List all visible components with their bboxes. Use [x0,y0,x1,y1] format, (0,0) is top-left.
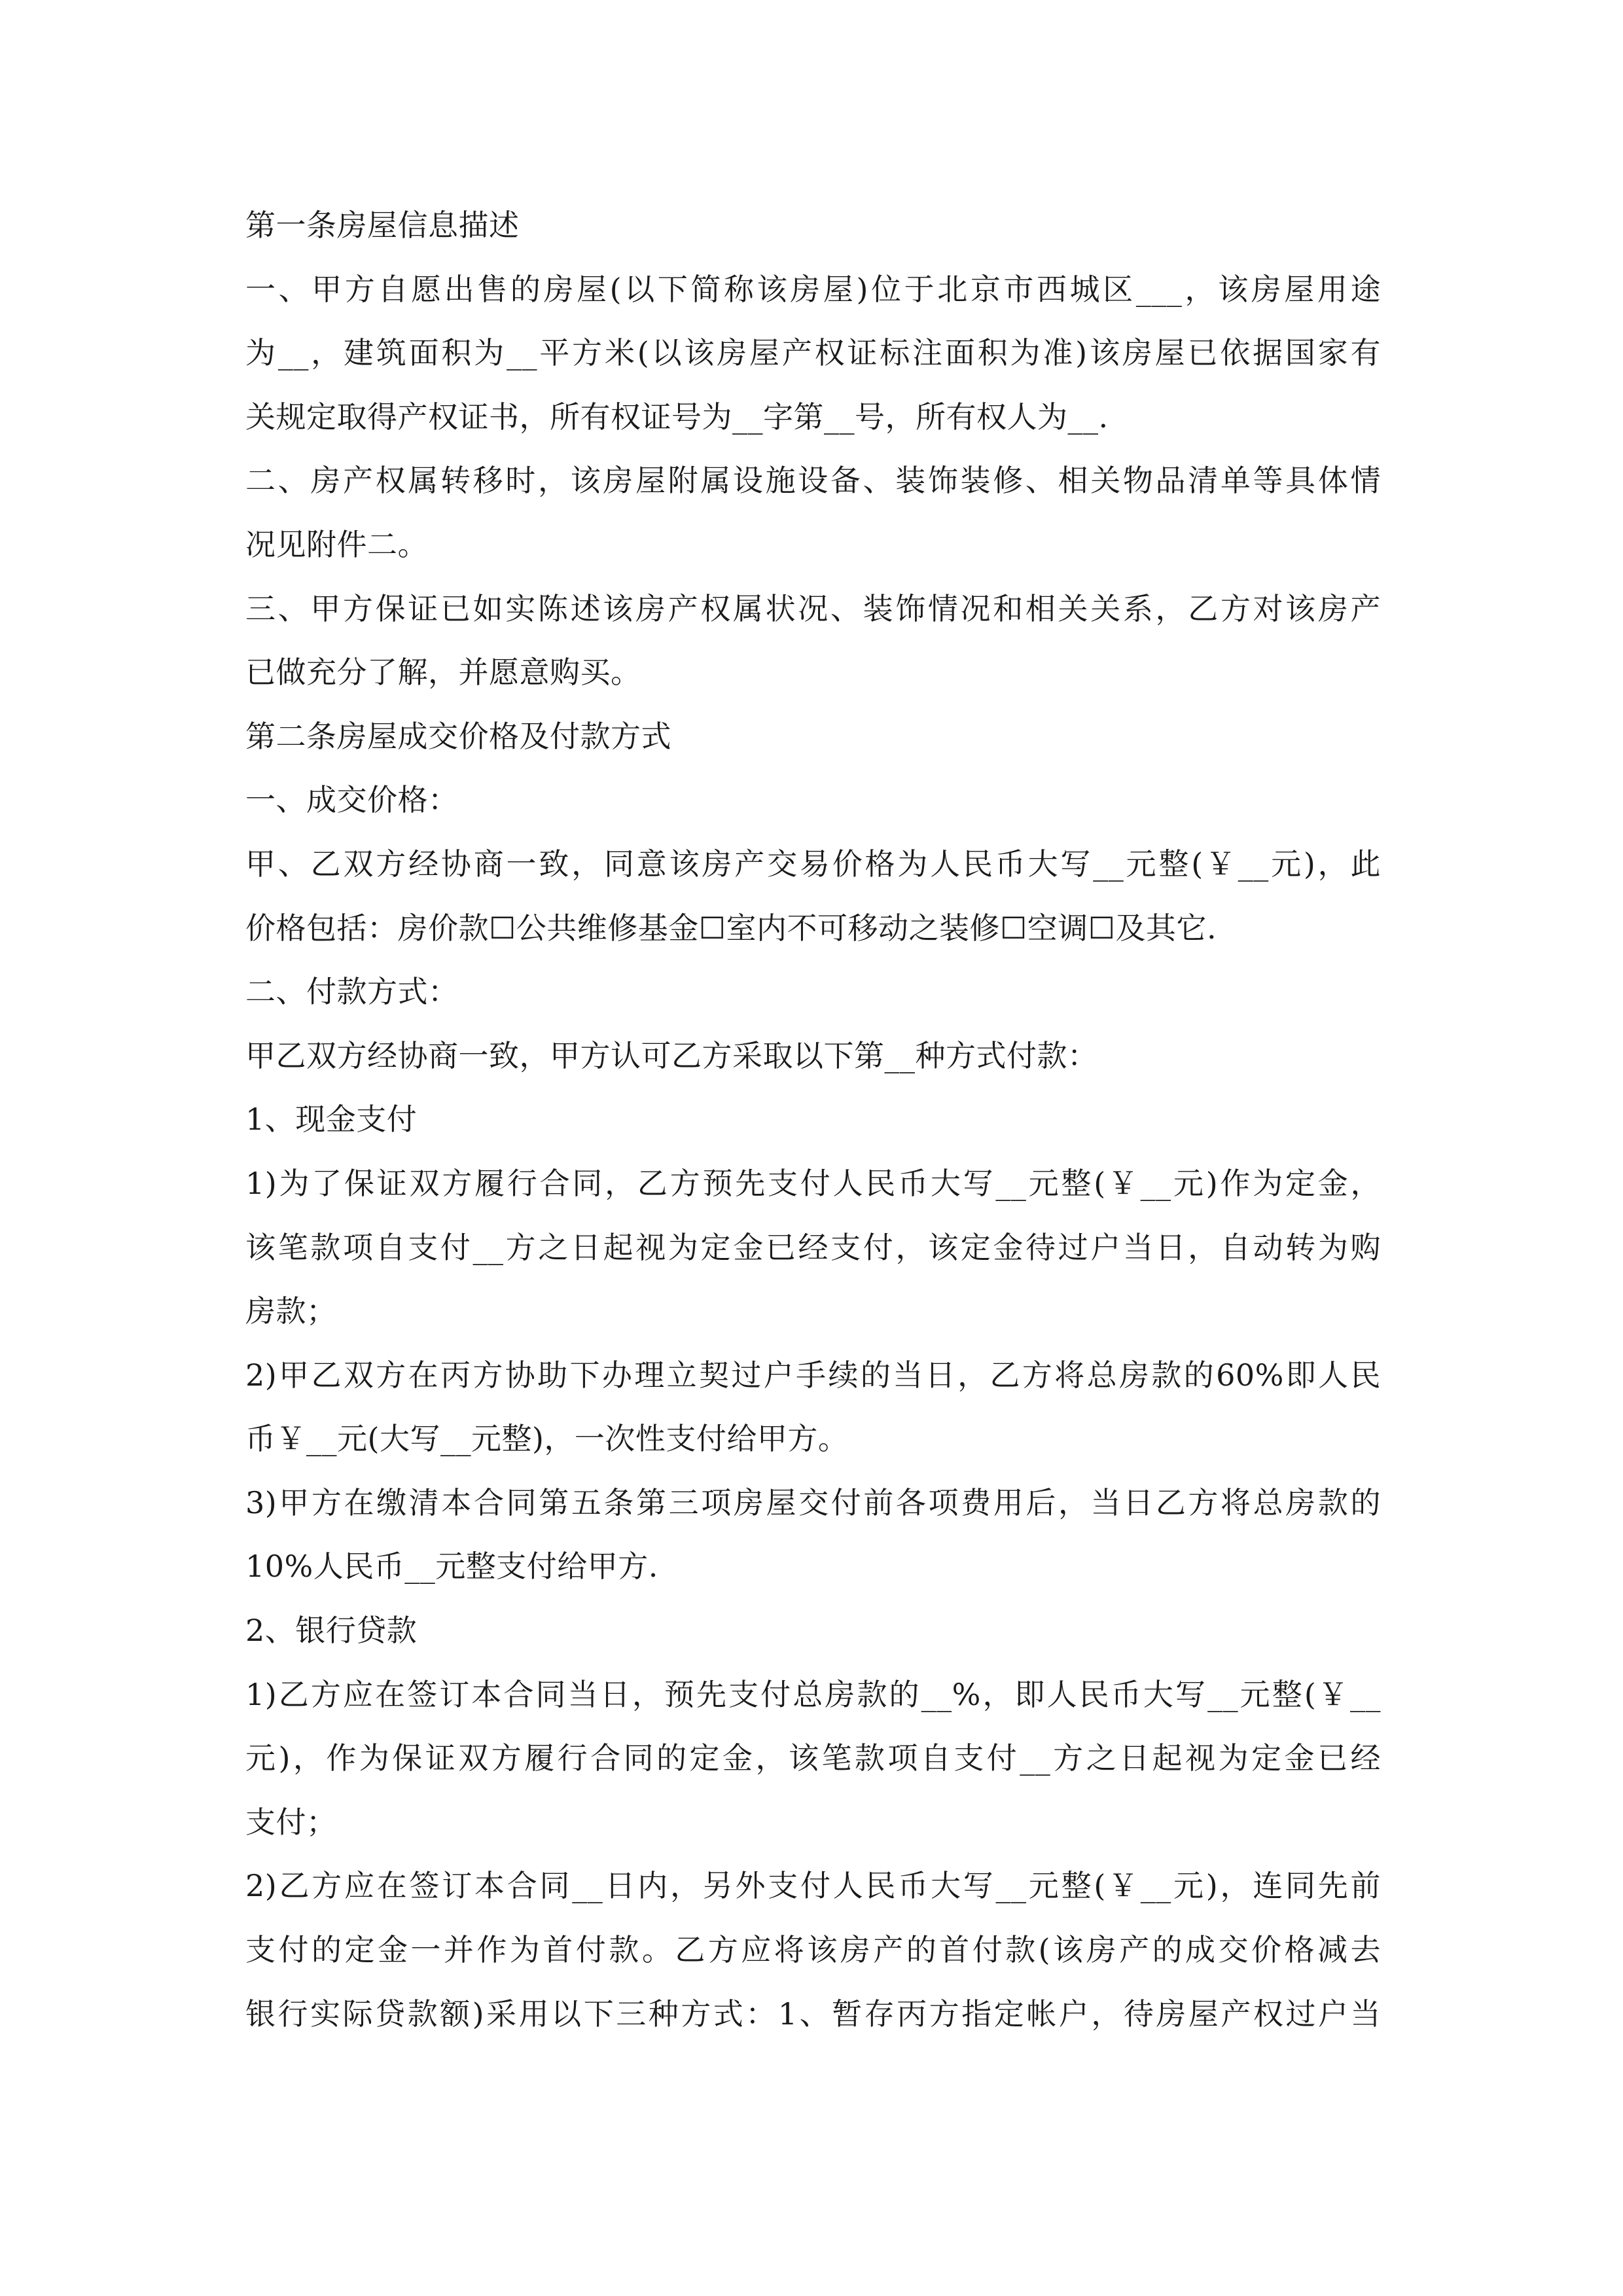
section-heading-1: 第一条房屋信息描述 [245,207,520,243]
paragraph-line: 2)乙方应在签订本合同__日内，另外支付人民币大写__元整(￥__元)，连同先前 [245,1868,1381,1904]
paragraph-line: 甲、乙双方经协商一致，同意该房产交易价格为人民币大写__元整(￥__元)，此 [245,846,1381,882]
item-heading: 2、银行贷款 [245,1613,418,1649]
paragraph-line: 币￥__元(大写__元整)，一次性支付给甲方。 [245,1421,849,1457]
paragraph-line: 三、甲方保证已如实陈述该房产权属状况、装饰情况和相关关系，乙方对该房产 [245,590,1381,626]
paragraph-line: 况见附件二。 [245,526,428,562]
paragraph-line: 1)乙方应在签订本合同当日，预先支付总房款的__%，即人民币大写__元整(￥__ [245,1676,1381,1712]
paragraph-line: 一、甲方自愿出售的房屋(以下简称该房屋)位于北京市西城区___，该房屋用途 [245,271,1381,307]
paragraph-line: 1)为了保证双方履行合同，乙方预先支付人民币大写__元整(￥__元)作为定金， [245,1165,1381,1201]
paragraph-line: 3)甲方在缴清本合同第五条第三项房屋交付前各项费用后，当日乙方将总房款的 [245,1484,1381,1520]
paragraph-line: 关规定取得产权证书，所有权证号为__字第__号，所有权人为__. [245,399,1109,435]
paragraph-line: 支付； [245,1804,337,1840]
section-heading-2: 第二条房屋成交价格及付款方式 [245,718,671,754]
paragraph-line: 为__，建筑面积为__平方米(以该房屋产权证标注面积为准)该房屋已依据国家有 [245,335,1381,371]
paragraph-line: 已做充分了解，并愿意购买。 [245,655,641,691]
paragraph-line: 甲乙双方经协商一致，甲方认可乙方采取以下第__种方式付款： [245,1037,1098,1073]
paragraph-line: 银行实际贷款额)采用以下三种方式：1、暂存丙方指定帐户，待房屋产权过户当 [245,1996,1381,2032]
paragraph-line: 支付的定金一并作为首付款。乙方应将该房产的首付款(该房产的成交价格减去 [245,1932,1381,1968]
paragraph-line: 二、房产权属转移时，该房屋附属设施设备、装饰装修、相关物品清单等具体情 [245,463,1381,499]
paragraph-line: 10%人民币__元整支付给甲方. [245,1549,658,1585]
contract-page [245,194,1381,2046]
paragraph-line: 该笔款项自支付__方之日起视为定金已经支付，该定金待过户当日，自动转为购 [245,1229,1381,1265]
paragraph-line: 元)，作为保证双方履行合同的定金，该笔款项自支付__方之日起视为定金已经 [245,1740,1381,1776]
item-heading: 1、现金支付 [245,1102,418,1138]
paragraph-line: 价格包括：房价款☐公共维修基金☐室内不可移动之装修☐空调☐及其它. [245,910,1217,946]
paragraph-line: 2)甲乙双方在丙方协助下办理立契过户手续的当日，乙方将总房款的60%即人民 [245,1357,1381,1393]
subsection-heading: 二、付款方式： [245,974,459,1010]
subsection-heading: 一、成交价格： [245,782,459,818]
paragraph-line: 房款； [245,1293,337,1329]
